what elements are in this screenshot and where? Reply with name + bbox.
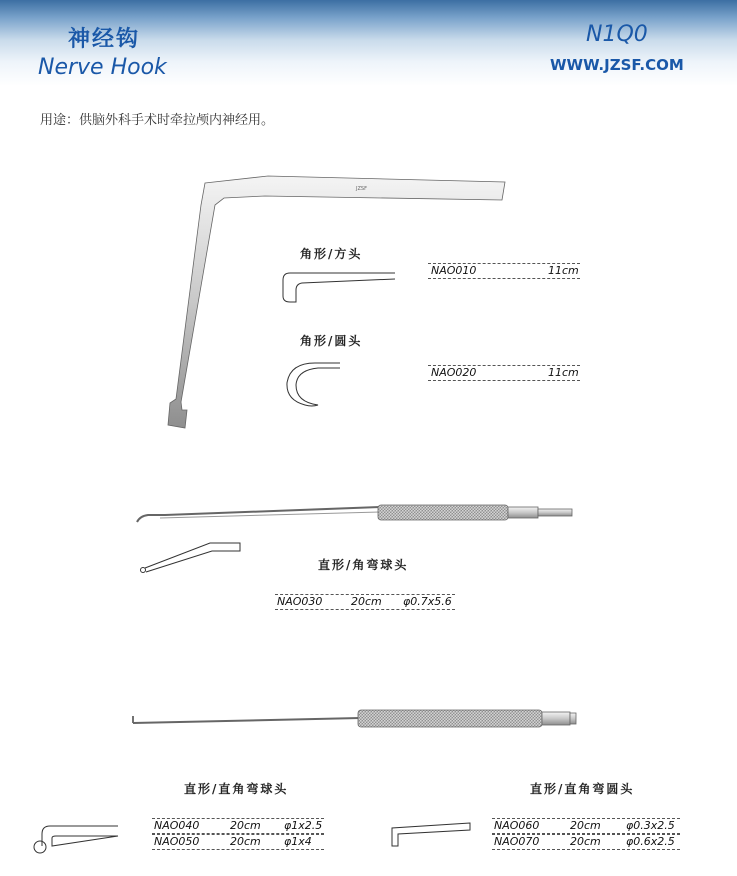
product-spec: φ1x2.5 (284, 819, 323, 832)
product-spec: φ0.7x5.6 (403, 595, 452, 608)
product-length: 11cm (548, 366, 579, 379)
product-length: 11cm (548, 264, 579, 277)
table-row (275, 594, 455, 610)
table-row (152, 834, 324, 850)
label-angled-round: 角形/圆头 (300, 334, 363, 348)
product-spec: φ1x4 (284, 835, 312, 848)
product-code: NAO010 (431, 264, 477, 277)
right-angle-ball-sketch (34, 826, 118, 853)
right-angle-hook-illustration (133, 710, 576, 727)
product-code: NAO030 (277, 595, 323, 608)
page-title-en: Nerve Hook (38, 55, 167, 80)
label-straight-ball: 直形/角弯球头 (318, 558, 409, 572)
table-row (492, 834, 680, 850)
product-length: 20cm (570, 835, 601, 848)
label-right-angle-round: 直形/直角弯圆头 (530, 782, 635, 796)
table-row (428, 263, 580, 279)
product-length: 20cm (230, 819, 261, 832)
product-code: NAO020 (431, 366, 477, 379)
ball-hook-tip-sketch (141, 543, 241, 573)
product-code: NAO050 (154, 835, 200, 848)
square-hook-sketch (283, 273, 395, 302)
product-length: 20cm (230, 835, 261, 848)
page-title-cn: 神经钩 (68, 27, 141, 52)
table-row (428, 365, 580, 381)
label-right-angle-ball: 直形/直角弯球头 (184, 782, 289, 796)
product-length: 20cm (351, 595, 382, 608)
product-length: 20cm (570, 819, 601, 832)
usage-text: 用途：供脑外科手术时牵拉颅内神经用。 (40, 113, 275, 128)
svg-text:JZSF: JZSF (356, 186, 367, 192)
catalog-code: N1Q0 (586, 22, 648, 47)
table-row (152, 818, 324, 834)
website-link[interactable]: WWW.JZSF.COM (550, 56, 684, 74)
product-spec: φ0.6x2.5 (626, 835, 675, 848)
label-angled-square: 角形/方头 (300, 247, 363, 261)
round-hook-sketch (287, 363, 340, 406)
angled-retractor-illustration (168, 176, 505, 428)
product-code: NAO060 (494, 819, 540, 832)
right-angle-round-sketch (392, 823, 470, 846)
ball-hook-illustration (137, 505, 572, 522)
product-code: NAO070 (494, 835, 540, 848)
product-spec: φ0.3x2.5 (626, 819, 675, 832)
product-code: NAO040 (154, 819, 200, 832)
table-row (492, 818, 680, 834)
